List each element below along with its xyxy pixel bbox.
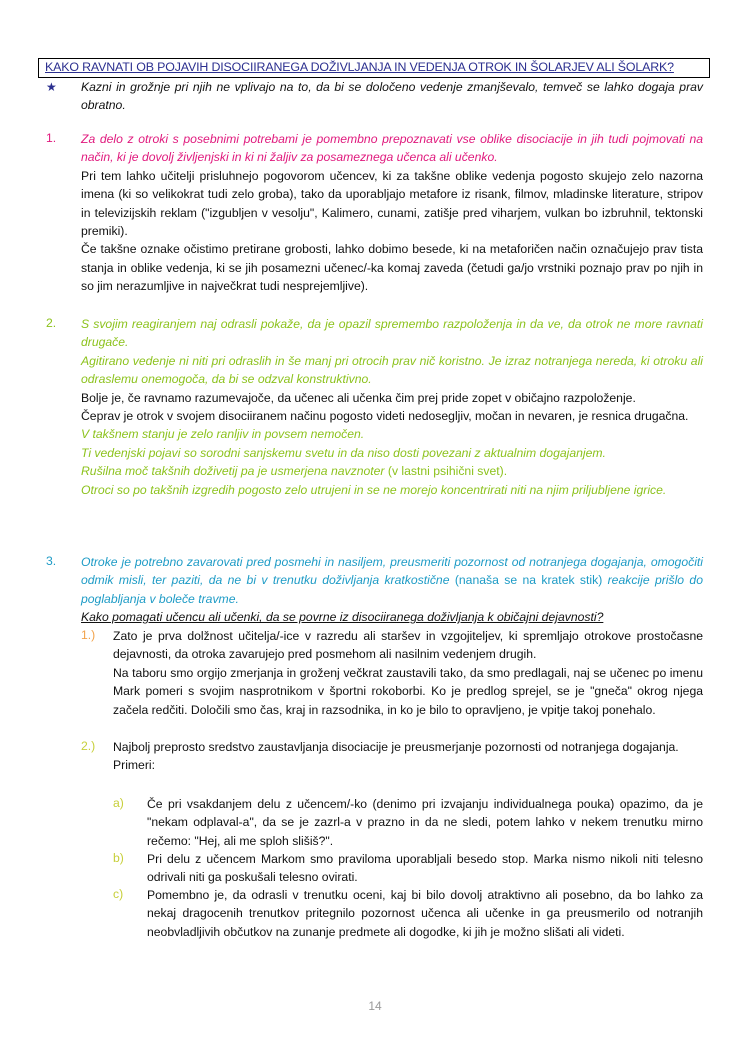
subitem-1-number: 1.) [81,628,96,642]
example-c-marker: c) [113,887,124,901]
example-b: Pri delu z učencem Markom smo praviloma uporabljali besedo stop. Marka nismo nikoli niti telesno odrivali niti ga poskušali telesno ovirati. [147,852,703,885]
section-2-paragraph: Bolje je, če ravnamo razumevajoče, da učenec ali učenka čim prej pride zopet v običajno razpoloženje. [81,390,636,405]
subitem-1 [113,627,703,719]
section-3-question: Kako pomagati učencu ali učenki, da se povrne iz disociiranega doživljanja k običajni dejavnosti? [81,610,604,625]
section-3-lead [81,553,703,608]
section-3-lead-note: (nanaša se na kratek stik) [449,573,608,588]
subitem-1-paragraph: Na taboru smo orgijo zmerjanja in groženj večkrat zaustavili tako, da smo predlagali, naj se učenec po imenu Mark pomeri s svojim nasprotnikom v športni rokoborbi. Ko je predlog sprejel, se je "gneča" okrog njega začela redčiti. Določili smo čas, kraj in razsodnika, in ko je bilo to opravljeno, je vpitje takoj ponehalo. [113,665,703,717]
star-bullet-icon: ★ [46,80,57,94]
section-2-italic: Otroci so po takšnih izgredih pogosto zelo utrujeni in se ne morejo koncentrirati niti na njim priljubljene igrice. [81,482,667,497]
section-2-lead: S svojim reagiranjem naj odrasli pokaže, da je opazil spremembo razpoloženja in da ve, da otrok ne more ravnati drugače. [81,317,703,350]
subitem-2 [113,738,703,775]
subitem-2-number: 2.) [81,739,96,753]
section-3 [81,553,703,627]
section-2-italic-part: Rušilna moč takšnih doživetij pa je usmerjena navznoter [81,464,385,479]
intro-text: Kazni in grožnje pri njih ne vplivajo na to, da bi se določeno vedenje zmanjševalo, temveč se lahko dogaja prav obratno. [81,80,703,113]
subitem-2-examples-label: Primeri: [113,758,155,773]
section-1-paragraph: Pri tem lahko učitelji prisluhnejo pogovorom učencev, ki za takšne oblike vedenja pogosto skujejo zelo nazorna imena (ki so velikokrat tudi zelo groba), tako da uporabljajo metafore iz risank, filmov, mladinske literature, stripov in televizijskih reklam ("izgubljen v vesolju", Kalimero, cunami, zatišje pred viharjem, vulkan bo izbruhnil, tektonski premiki). [81,168,703,239]
example-c: Pomembno je, da odrasli v trenutku oceni, kaj bi bilo dovolj atraktivno ali posebno, da bo lahko za nekaj dragocenih trenutkov pritegnilo pozornost učenca ali učenke in ga preusmerilo od notranjih neobvladljivih občutkov na zunanje predmete ali dogodke, ki jih je možno slišati ali videti. [147,888,703,939]
page-number: 14 [368,999,382,1013]
title-box [38,58,710,78]
section-2-lead-2: Agitirano vedenje ni niti pri odraslih in še manj pri otrocih prav nič koristno. Je izraz notranjega nereda, ki otroku ali odraslemu onemogoča, da bi se odzval konstruktivno. [81,353,703,387]
section-1-paragraph: Če takšne oznake očistimo pretirane grobosti, lahko dobimo besede, ki na metaforičen način označujejo prav tista stanja in oblike vedenja, ki se jih posamezni učenec/-ka komaj zaveda (četudi ga/jo vrstniki poznajo prav po njih in so jim nerazumljive in največkrat tudi nesprejemljive). [81,242,703,294]
section-1-number: 1. [46,131,57,145]
page-title: KAKO RAVNATI OB POJAVIH DISOCIIRANEGA DOŽIVLJANJA IN VEDENJA OTROK IN ŠOLARJEV ALI ŠOLARK? [45,60,674,74]
section-2-italic: V takšnem stanju je zelo ranljiv in povsem nemočen. [81,427,365,442]
subitem-2-paragraph: Najbolj preprosto sredstvo zaustavljanja disociacije je preusmerjanje pozornosti od notranjega dogajanja. [113,740,679,754]
section-2-number: 2. [46,316,57,330]
section-2-plain-part: (v lastni psihični svet). [384,464,508,479]
section-2-italic-mixed [81,462,703,480]
section-2-paragraph: Čeprav je otrok v svojem disociiranem načinu pogosto videti nedosegljiv, močan in nevaren, je resnica drugačna. [81,409,689,424]
section-3-number: 3. [46,554,57,568]
example-b-marker: b) [113,851,124,865]
section-1-lead: Za delo z otroki s posebnimi potrebami je pomembno prepoznavati vse oblike disociacije in jih tudi pojmovati na način, ki je dovolj življenjski in ki ni žaljiv za posameznega učenca ali učenko. [81,132,703,165]
section-3-lead-part: reakcije prišlo do poglabljanja v boleče travme. [81,573,703,606]
subitem-1-paragraph: Zato je prva dolžnost učitelja/-ice v razredu ali staršev in vzgojiteljev, ki spremljajo otrokove prostočasne dejavnosti, da otroka zavarujejo pred posmehom ali nasilnim vedenjem drugih. [113,629,703,662]
example-a-marker: a) [113,796,124,810]
section-2-italic: Ti vedenjski pojavi so sorodni sanjskemu svetu in da niso dosti povezani z aktualnim dogajanjem. [81,445,606,460]
section-2 [81,315,703,499]
example-a: Če pri vsakdanjem delu z učencem/-ko (denimo pri izvajanju individualnega pouka) opazimo, da je "nekam odplaval-a", da se je zazrl-a v prazno in da ne sledi, potem lahko v nekem trenutku mirno rečemo: "Hej, ali me sploh slišiš?". [147,797,703,848]
section-1 [81,130,703,296]
section-3-lead-part: Otroke je potrebno zavarovati pred posmehi in nasiljem, preusmeriti pozornost od notranjega dogajanja, omogočiti odmik misli, ter paziti, da ne bi v trenutku doživljanja kratkostične [81,555,703,588]
